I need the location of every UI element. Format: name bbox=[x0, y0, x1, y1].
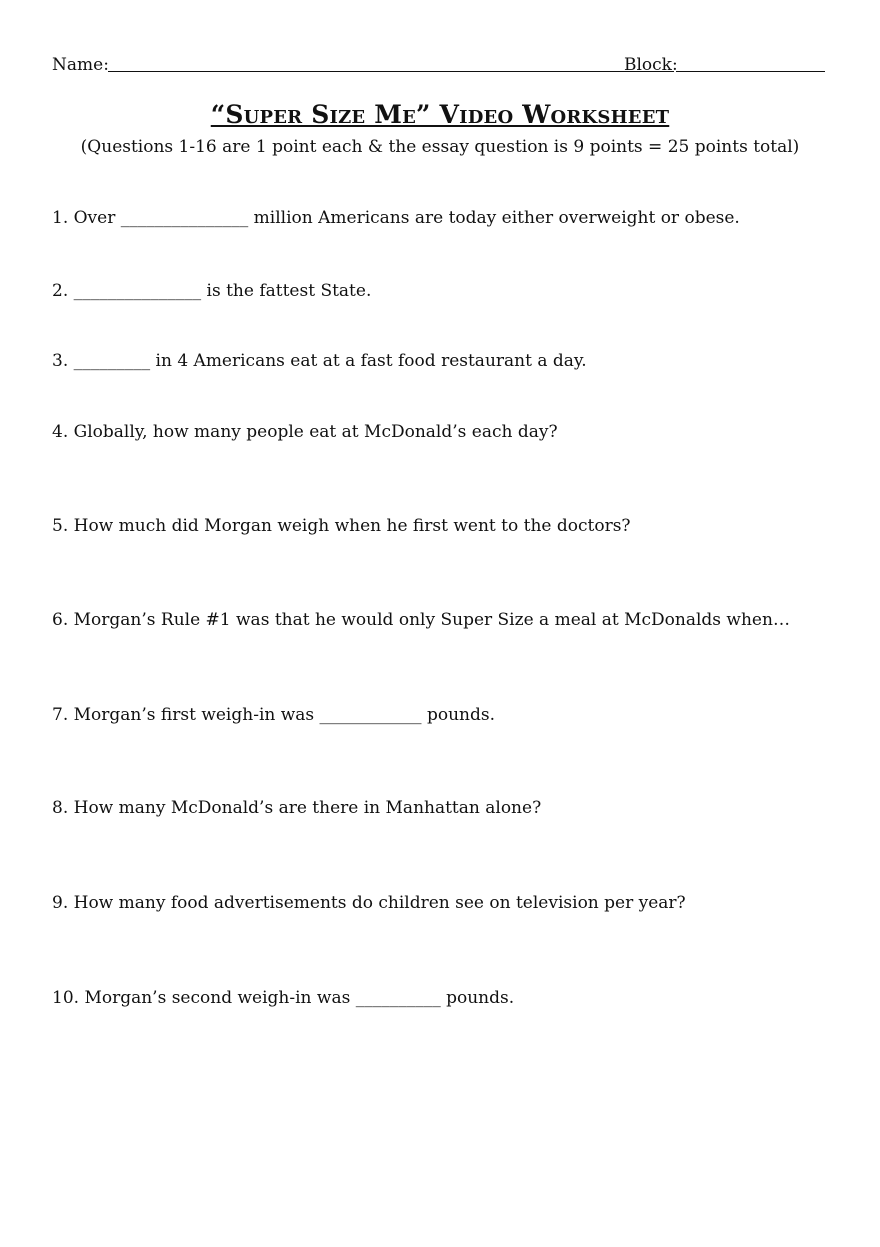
name-blank bbox=[108, 71, 674, 72]
question-7: 7. Morgan’s first weigh-in was ____________ pounds. bbox=[52, 705, 495, 725]
question-3: 3. _________ in 4 Americans eat at a fast food restaurant a day. bbox=[52, 351, 587, 371]
question-5: 5. How much did Morgan weigh when he first went to the doctors? bbox=[52, 516, 631, 536]
question-2: 2. _______________ is the fattest State. bbox=[52, 281, 372, 301]
name-label: Name: bbox=[52, 55, 109, 75]
worksheet-title: “Super Size Me” Video Worksheet bbox=[210, 100, 670, 129]
header-line bbox=[52, 55, 825, 75]
question-6: 6. Morgan’s Rule #1 was that he would only Super Size a meal at McDonalds when… bbox=[52, 610, 790, 630]
question-9: 9. How many food advertisements do children see on television per year? bbox=[52, 893, 686, 913]
question-4: 4. Globally, how many people eat at McDonald’s each day? bbox=[52, 422, 558, 442]
block-blank bbox=[676, 71, 825, 72]
question-8: 8. How many McDonald’s are there in Manhattan alone? bbox=[52, 798, 542, 818]
worksheet-subtitle: (Questions 1-16 are 1 point each & the essay question is 9 points = 25 points total) bbox=[80, 137, 800, 157]
question-10: 10. Morgan’s second weigh-in was __________ pounds. bbox=[52, 988, 515, 1008]
question-1: 1. Over _______________ million Americans are today either overweight or obese. bbox=[52, 208, 740, 228]
block-label: Block: bbox=[624, 55, 678, 75]
